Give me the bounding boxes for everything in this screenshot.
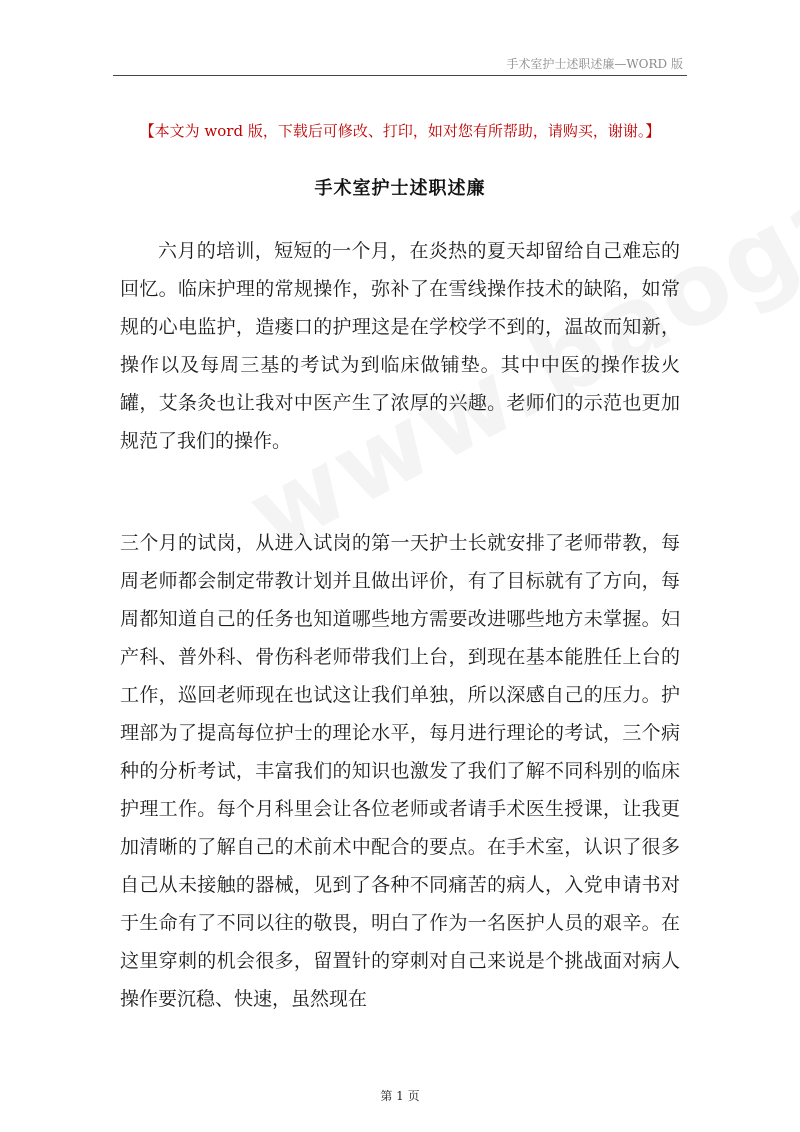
paragraph-2: 三个月的试岗，从进入试岗的第一天护士长就安排了老师带教，每周老师都会制定带教计划并且做出评价，有了目标就有了方向，每周都知道自己的任务也知道哪些地方需要改进哪些地方未掌握。妇产科、普外科、骨伤科老师带我们上台，到现在基本能胜任上台的工作，巡回老师现在也试这让我们单独，所以深感自己的压力。护理部为了提高每位护士的理论水平，每月进行理论的考试，三个病种的分析考试，丰富我们的知识也激发了我们了解不同科别的临床护理工作。每个月科里会让各位老师或者请手术医生授课，让我更加清晰的了解自己的术前术中配合的要点。在手术室，认识了很多自己从未接触的器械，见到了各种不同痛苦的病人，入党申请书对于生命有了不同以往的敬畏，明白了作为一名医护人员的艰辛。在这里穿刺的机会很多，留置针的穿刺对自己来说是个挑战面对病人操作要沉稳、快速，虽然现在 — [120, 532, 680, 1010]
page-number: 第 1 页 — [380, 1089, 420, 1103]
header-doc-label: 手术室护士述职述廉—WORD 版 — [506, 57, 683, 71]
paragraph-1: 六月的培训，短短的一个月，在炎热的夏天却留给自己难忘的回忆。临床护理的常规操作，弥补了在雪线操作技术的缺陷，如常规的心电监护，造瘘口的护理这是在学校学不到的，温故而知新，操作以及每周三基的考试为到临床做铺垫。其中中医的操作拔火罐，艾条灸也让我对中医产生了浓厚的兴趣。老师们的示范也更加规范了我们的操作。 — [120, 240, 680, 452]
header-divider — [113, 75, 687, 76]
page-title: 手术室护士述职述廉 — [314, 178, 486, 199]
purchase-notice: 【本文为 word 版，下载后可修改、打印，如对您有所帮助，请购买，谢谢。】 — [139, 122, 661, 140]
